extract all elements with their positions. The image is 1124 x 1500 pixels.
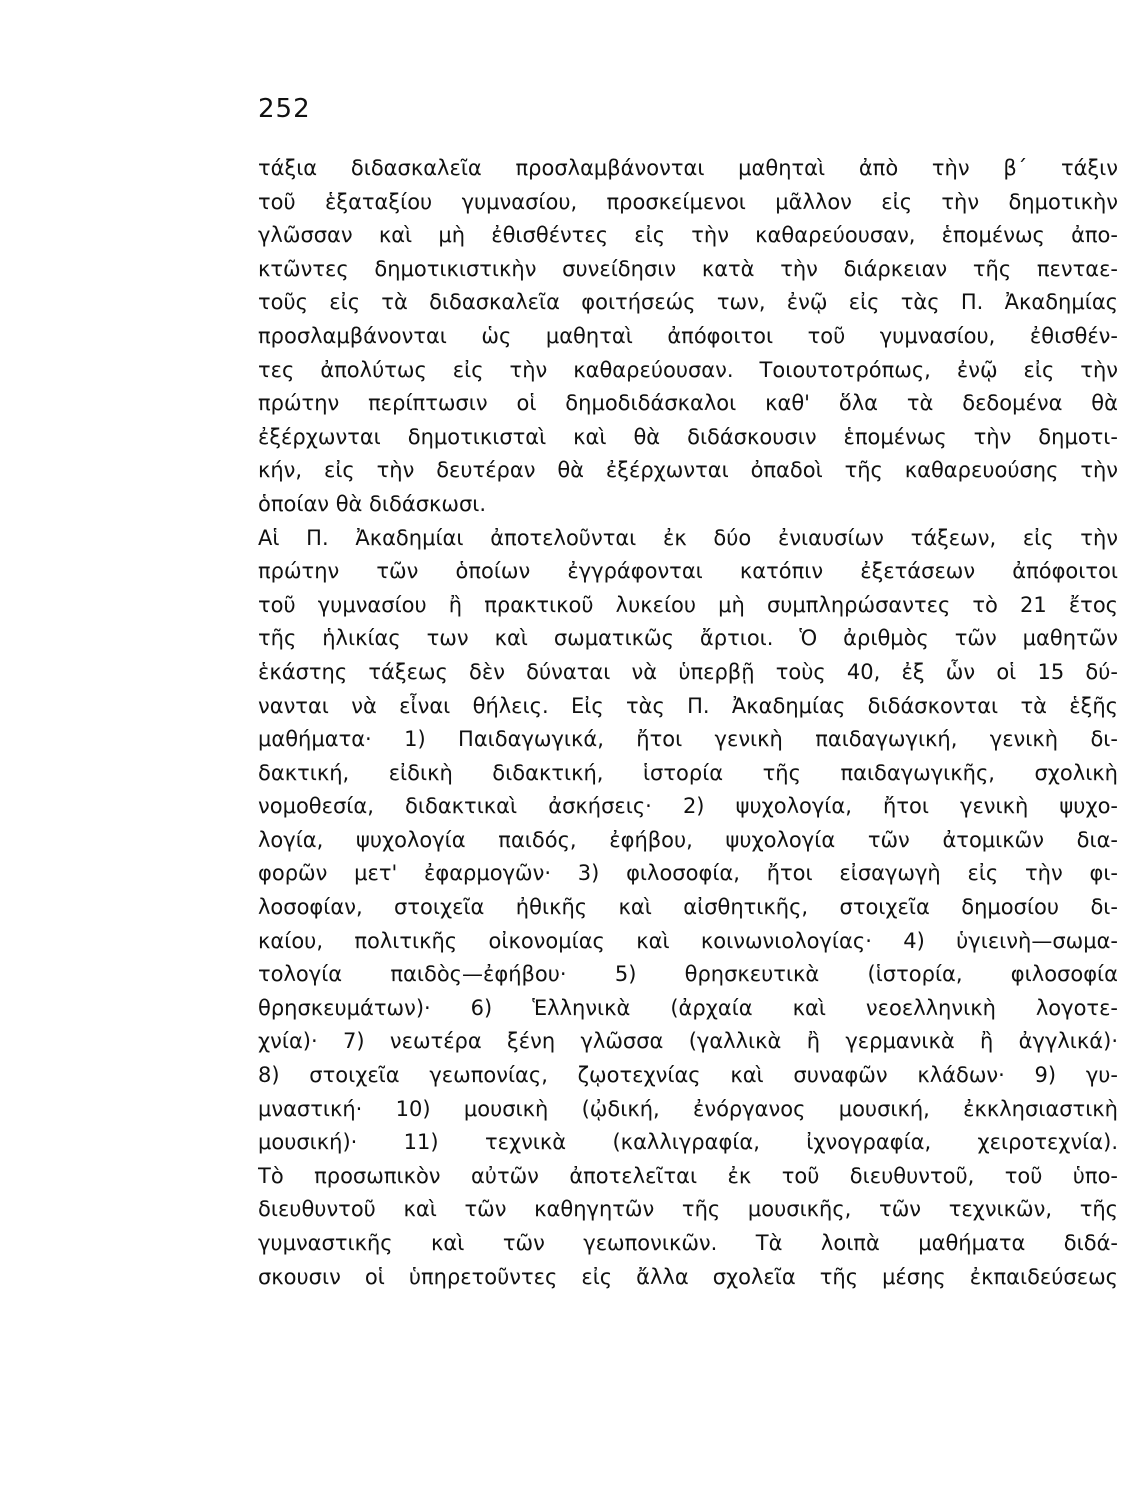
text-line: μαθήματα· 1) Παιδαγωγικά, ἤτοι γενικὴ παιδαγωγική, γενικὴ δι- bbox=[258, 727, 1118, 752]
text-line: τες ἀπολύτως εἰς τὴν καθαρεύουσαν. Τοιουτοτρόπως, ἐνῷ εἰς τὴν bbox=[258, 357, 1118, 382]
text-line: θρησκευμάτων)· 6) Ἑλληνικὰ (ἀρχαία καὶ νεοελληνικὴ λογοτε- bbox=[258, 995, 1118, 1020]
text-line: φορῶν μετ' ἐφαρμογῶν· 3) φιλοσοφία, ἤτοι εἰσαγωγὴ εἰς τὴν φι- bbox=[258, 861, 1118, 886]
text-line: προσλαμβάνονται ὡς μαθηταὶ ἀπόφοιτοι τοῦ γυμνασίου, ἐθισθέν- bbox=[258, 323, 1118, 348]
text-line: τοῦ ἑξαταξίου γυμνασίου, προσκείμενοι μᾶλλον εἰς τὴν δημοτικὴν bbox=[258, 189, 1118, 214]
body-text bbox=[258, 152, 1118, 1294]
text-line: ἐξέρχωνται δημοτικισταὶ καὶ θὰ διδάσκουσιν ἑπομένως τὴν δημοτι- bbox=[258, 424, 1118, 449]
text-line: κήν, εἰς τὴν δευτέραν θὰ ἐξέρχωνται ὀπαδοὶ τῆς καθαρευούσης τὴν bbox=[258, 458, 1118, 483]
text-line: πρώτην περίπτωσιν οἱ δημοδιδάσκαλοι καθ' ὅλα τὰ δεδομένα θὰ bbox=[258, 391, 1118, 416]
text-line: Τὸ προσωπικὸν αὐτῶν ἀποτελεῖται ἐκ τοῦ διευθυντοῦ, τοῦ ὑπο- bbox=[258, 1163, 1118, 1188]
text-line: χνία)· 7) νεωτέρα ξένη γλῶσσα (γαλλικὰ ἢ γερμανικὰ ἢ ἀγγλικά)· bbox=[258, 1029, 1118, 1054]
text-line: 8) στοιχεῖα γεωπονίας, ζῳοτεχνίας καὶ συναφῶν κλάδων· 9) γυ- bbox=[258, 1063, 1118, 1088]
text-line: ἑκάστης τάξεως δὲν δύναται νὰ ὑπερβῇ τοὺς 40, ἐξ ὧν οἱ 15 δύ- bbox=[258, 659, 1118, 684]
text-line: γλῶσσαν καὶ μὴ ἐθισθέντες εἰς τὴν καθαρεύουσαν, ἑπομένως ἀπο- bbox=[258, 223, 1118, 248]
text-line: τοῦς εἰς τὰ διδασκαλεῖα φοιτήσεώς των, ἐνῷ εἰς τὰς Π. Ἀκαδημίας bbox=[258, 290, 1118, 315]
text-line: γυμναστικῆς καὶ τῶν γεωπονικῶν. Τὰ λοιπὰ μαθήματα διδά- bbox=[258, 1231, 1118, 1255]
text-line: ὁποίαν θὰ διδάσκωσι. bbox=[258, 491, 487, 516]
page-number: 252 bbox=[258, 94, 311, 124]
text-line: Αἱ Π. Ἀκαδημίαι ἀποτελοῦνται ἐκ δύο ἐνιαυσίων τάξεων, εἰς τὴν bbox=[258, 525, 1118, 550]
text-line: τοῦ γυμνασίου ἢ πρακτικοῦ λυκείου μὴ συμπληρώσαντες τὸ 21 ἔτος bbox=[258, 592, 1118, 617]
text-line: δακτική, εἰδικὴ διδακτική, ἱστορία τῆς παιδαγωγικῆς, σχολικὴ bbox=[258, 760, 1118, 785]
text-line: λογία, ψυχολογία παιδός, ἐφήβου, ψυχολογία τῶν ἀτομικῶν δια- bbox=[258, 827, 1118, 852]
text-line: καίου, πολιτικῆς οἰκονομίας καὶ κοινωνιολογίας· 4) ὑγιεινὴ—σωμα- bbox=[258, 928, 1118, 953]
text-line: σκουσιν οἱ ὑπηρετοῦντες εἰς ἄλλα σχολεῖα τῆς μέσης ἐκπαιδεύσεως bbox=[258, 1264, 1118, 1289]
text-line: κτῶντες δημοτικιστικὴν συνείδησιν κατὰ τὴν διάρκειαν τῆς πενταε- bbox=[258, 256, 1118, 281]
text-line: τῆς ἡλικίας των καὶ σωματικῶς ἄρτιοι. Ὁ ἀριθμὸς τῶν μαθητῶν bbox=[258, 626, 1118, 651]
text-line: τολογία παιδὸς—ἐφήβου· 5) θρησκευτικὰ (ἱστορία, φιλοσοφία bbox=[258, 962, 1118, 987]
text-line: νανται νὰ εἶναι θήλεις. Εἰς τὰς Π. Ἀκαδημίας διδάσκονται τὰ ἑξῆς bbox=[258, 693, 1118, 718]
text-line: πρώτην τῶν ὁποίων ἐγγράφονται κατόπιν ἐξετάσεων ἀπόφοιτοι bbox=[258, 559, 1118, 584]
text-line: λοσοφίαν, στοιχεῖα ἠθικῆς καὶ αἰσθητικῆς, στοιχεῖα δημοσίου δι- bbox=[258, 895, 1118, 920]
text-line: διευθυντοῦ καὶ τῶν καθηγητῶν τῆς μουσικῆς, τῶν τεχνικῶν, τῆς bbox=[258, 1197, 1118, 1222]
text-line: τάξια διδασκαλεῖα προσλαμβάνονται μαθηταὶ ἀπὸ τὴν β΄ τάξιν bbox=[258, 156, 1118, 180]
text-line: μουσική)· 11) τεχνικὰ (καλλιγραφία, ἰχνογραφία, χειροτεχνία). bbox=[258, 1130, 1118, 1155]
text-line: μναστική· 10) μουσικὴ (ᾠδική, ἐνόργανος μουσική, ἐκκλησιαστικὴ bbox=[258, 1096, 1118, 1121]
text-line: νομοθεσία, διδακτικαὶ ἀσκήσεις· 2) ψυχολογία, ἤτοι γενικὴ ψυχο- bbox=[258, 794, 1118, 819]
